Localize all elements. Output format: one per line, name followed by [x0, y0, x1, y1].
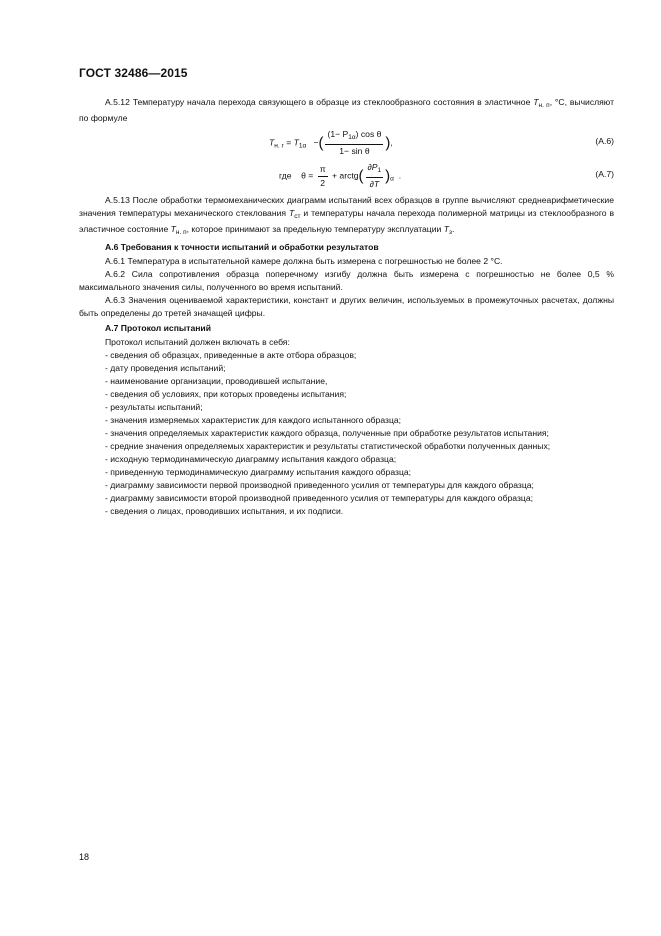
list-item: - значения измеряемых характеристик для каждого испытанного образца;	[105, 415, 402, 425]
paragraph-a61: А.6.1 Температура в испытательной камере должна быть измерена с погрешностью не более 2 °С.	[105, 256, 503, 266]
list-item: - исходную термодинамическую диаграмму испытания каждого образца;	[105, 454, 397, 464]
paragraph-text: А.5.12 Температуру начала перехода связующего в образце из стеклообразного состояния в эластичное	[105, 97, 531, 107]
numerator-text: (1− P	[327, 129, 349, 139]
numerator-text: ) cos θ	[355, 129, 382, 139]
paragraph-text: , °С, вычисляют по формуле	[79, 97, 614, 123]
list-item: - приведенную термодинамическую диаграмму испытания каждого образца;	[105, 467, 412, 477]
list-item: - средние значения определяемых характеристик и результаты статистической обработки полученных данных;	[105, 441, 551, 451]
paragraph-a63: А.6.3 Значения оцениваемой характеристики, констант и других величин, используемых в промежуточных расчетах, должны быть определены до третей значащей цифры.	[79, 295, 614, 318]
formula-subscript: 1α	[298, 142, 307, 150]
formula-subscript: н. г	[274, 142, 284, 150]
formula-operator: =	[308, 170, 314, 181]
paragraph-text: , которое принимают за предельную температуру эксплуатации	[186, 224, 442, 234]
paragraph-text: .	[451, 224, 455, 234]
list-item: - дату проведения испытаний;	[105, 363, 226, 373]
paragraph-a512	[79, 96, 614, 125]
formula-number: (А.6)	[595, 136, 614, 146]
fraction-denominator: 2	[320, 177, 326, 188]
fraction-numerator	[325, 128, 383, 145]
protocol-list	[79, 349, 614, 518]
paragraph-text: и температуры начала перехода полимерной матрицы из стеклообразного в эластичное состояние	[79, 208, 615, 234]
formula-bracket: )	[385, 167, 391, 185]
fraction-numerator: π	[318, 163, 328, 177]
formula-where: где	[279, 170, 292, 181]
formula-symbol: T	[293, 137, 299, 148]
list-item: - диаграмму зависимости первой производной приведенного усилия от температуры для каждого образца;	[105, 480, 534, 490]
formula-operator: −	[313, 137, 319, 148]
symbol-t: T	[533, 97, 539, 107]
formula-number: (А.7)	[595, 169, 614, 179]
formula-operator: + arctg	[332, 170, 359, 181]
symbol-subscript: н. п	[175, 229, 187, 236]
paragraph-a513	[79, 194, 614, 239]
numerator-text: ∂P	[367, 162, 378, 172]
paragraph-text: А.5.13 После обработки термомеханических диаграмм испытаний всех образцов в группе вычисляют среднеарифметические значения температуры механического стеклования	[79, 195, 614, 218]
formula-punct: .	[398, 170, 402, 181]
formula-fraction	[366, 161, 384, 191]
fraction-denominator: ∂T	[369, 179, 380, 189]
list-item: - значения определяемых характеристик каждого образца, полученные при обработке результатов испытания;	[105, 428, 549, 438]
section-heading-a7: А.7 Протокол испытаний	[105, 323, 211, 333]
paragraph-a7-intro: Протокол испытаний должен включать в себя:	[105, 337, 290, 347]
page-content	[79, 96, 614, 518]
formula-body	[269, 128, 393, 158]
formula-subscript: α	[390, 175, 394, 183]
document-header: ГОСТ 32486—2015	[79, 66, 188, 80]
formula-bracket: (	[318, 134, 324, 152]
symbol-subscript: н. п	[538, 102, 550, 109]
formula-fraction	[325, 128, 383, 158]
formula-punct: ,	[390, 137, 393, 148]
formula-bracket: (	[358, 167, 364, 185]
formula-subscript: 1α	[348, 134, 356, 141]
formula-subscript: 1	[377, 167, 382, 174]
fraction-numerator	[366, 161, 384, 178]
list-item: - наименование организации, проводившей испытание,	[105, 376, 328, 386]
symbol-subscript: ст	[294, 213, 301, 220]
formula-a7	[79, 161, 614, 191]
formula-fraction	[318, 163, 328, 190]
symbol-t: T	[170, 224, 176, 234]
symbol-t: T	[288, 208, 295, 218]
formula-symbol: T	[269, 137, 275, 148]
page-number: 18	[79, 852, 90, 862]
list-item: - сведения об образцах, приведенные в акте отбора образцов;	[105, 350, 357, 360]
section-heading-a6: А.6 Требования к точности испытаний и обработки результатов	[105, 242, 379, 252]
fraction-denominator: 1− sin θ	[339, 146, 370, 156]
list-item: - диаграмму зависимости второй производной приведенного усилия от температуры для каждого образца;	[105, 493, 533, 503]
symbol-subscript: з	[448, 229, 452, 236]
formula-bracket: )	[385, 134, 391, 152]
formula-symbol: θ	[301, 170, 306, 181]
formula-body	[279, 161, 401, 191]
list-item: - сведения об условиях, при которых проведены испытания;	[105, 389, 347, 399]
list-item: - сведения о лицах, проводивших испытания, и их подписи.	[105, 506, 344, 516]
paragraph-a62: А.6.2 Сила сопротивления образца поперечному изгибу должна быть измерена с погрешностью не более 0,5 % максимального значения силы, полученного во время испытаний.	[79, 269, 614, 292]
symbol-t: T	[443, 224, 449, 234]
formula-operator: =	[286, 137, 292, 148]
formula-a6	[79, 128, 614, 158]
list-item: - результаты испытаний;	[105, 402, 203, 412]
